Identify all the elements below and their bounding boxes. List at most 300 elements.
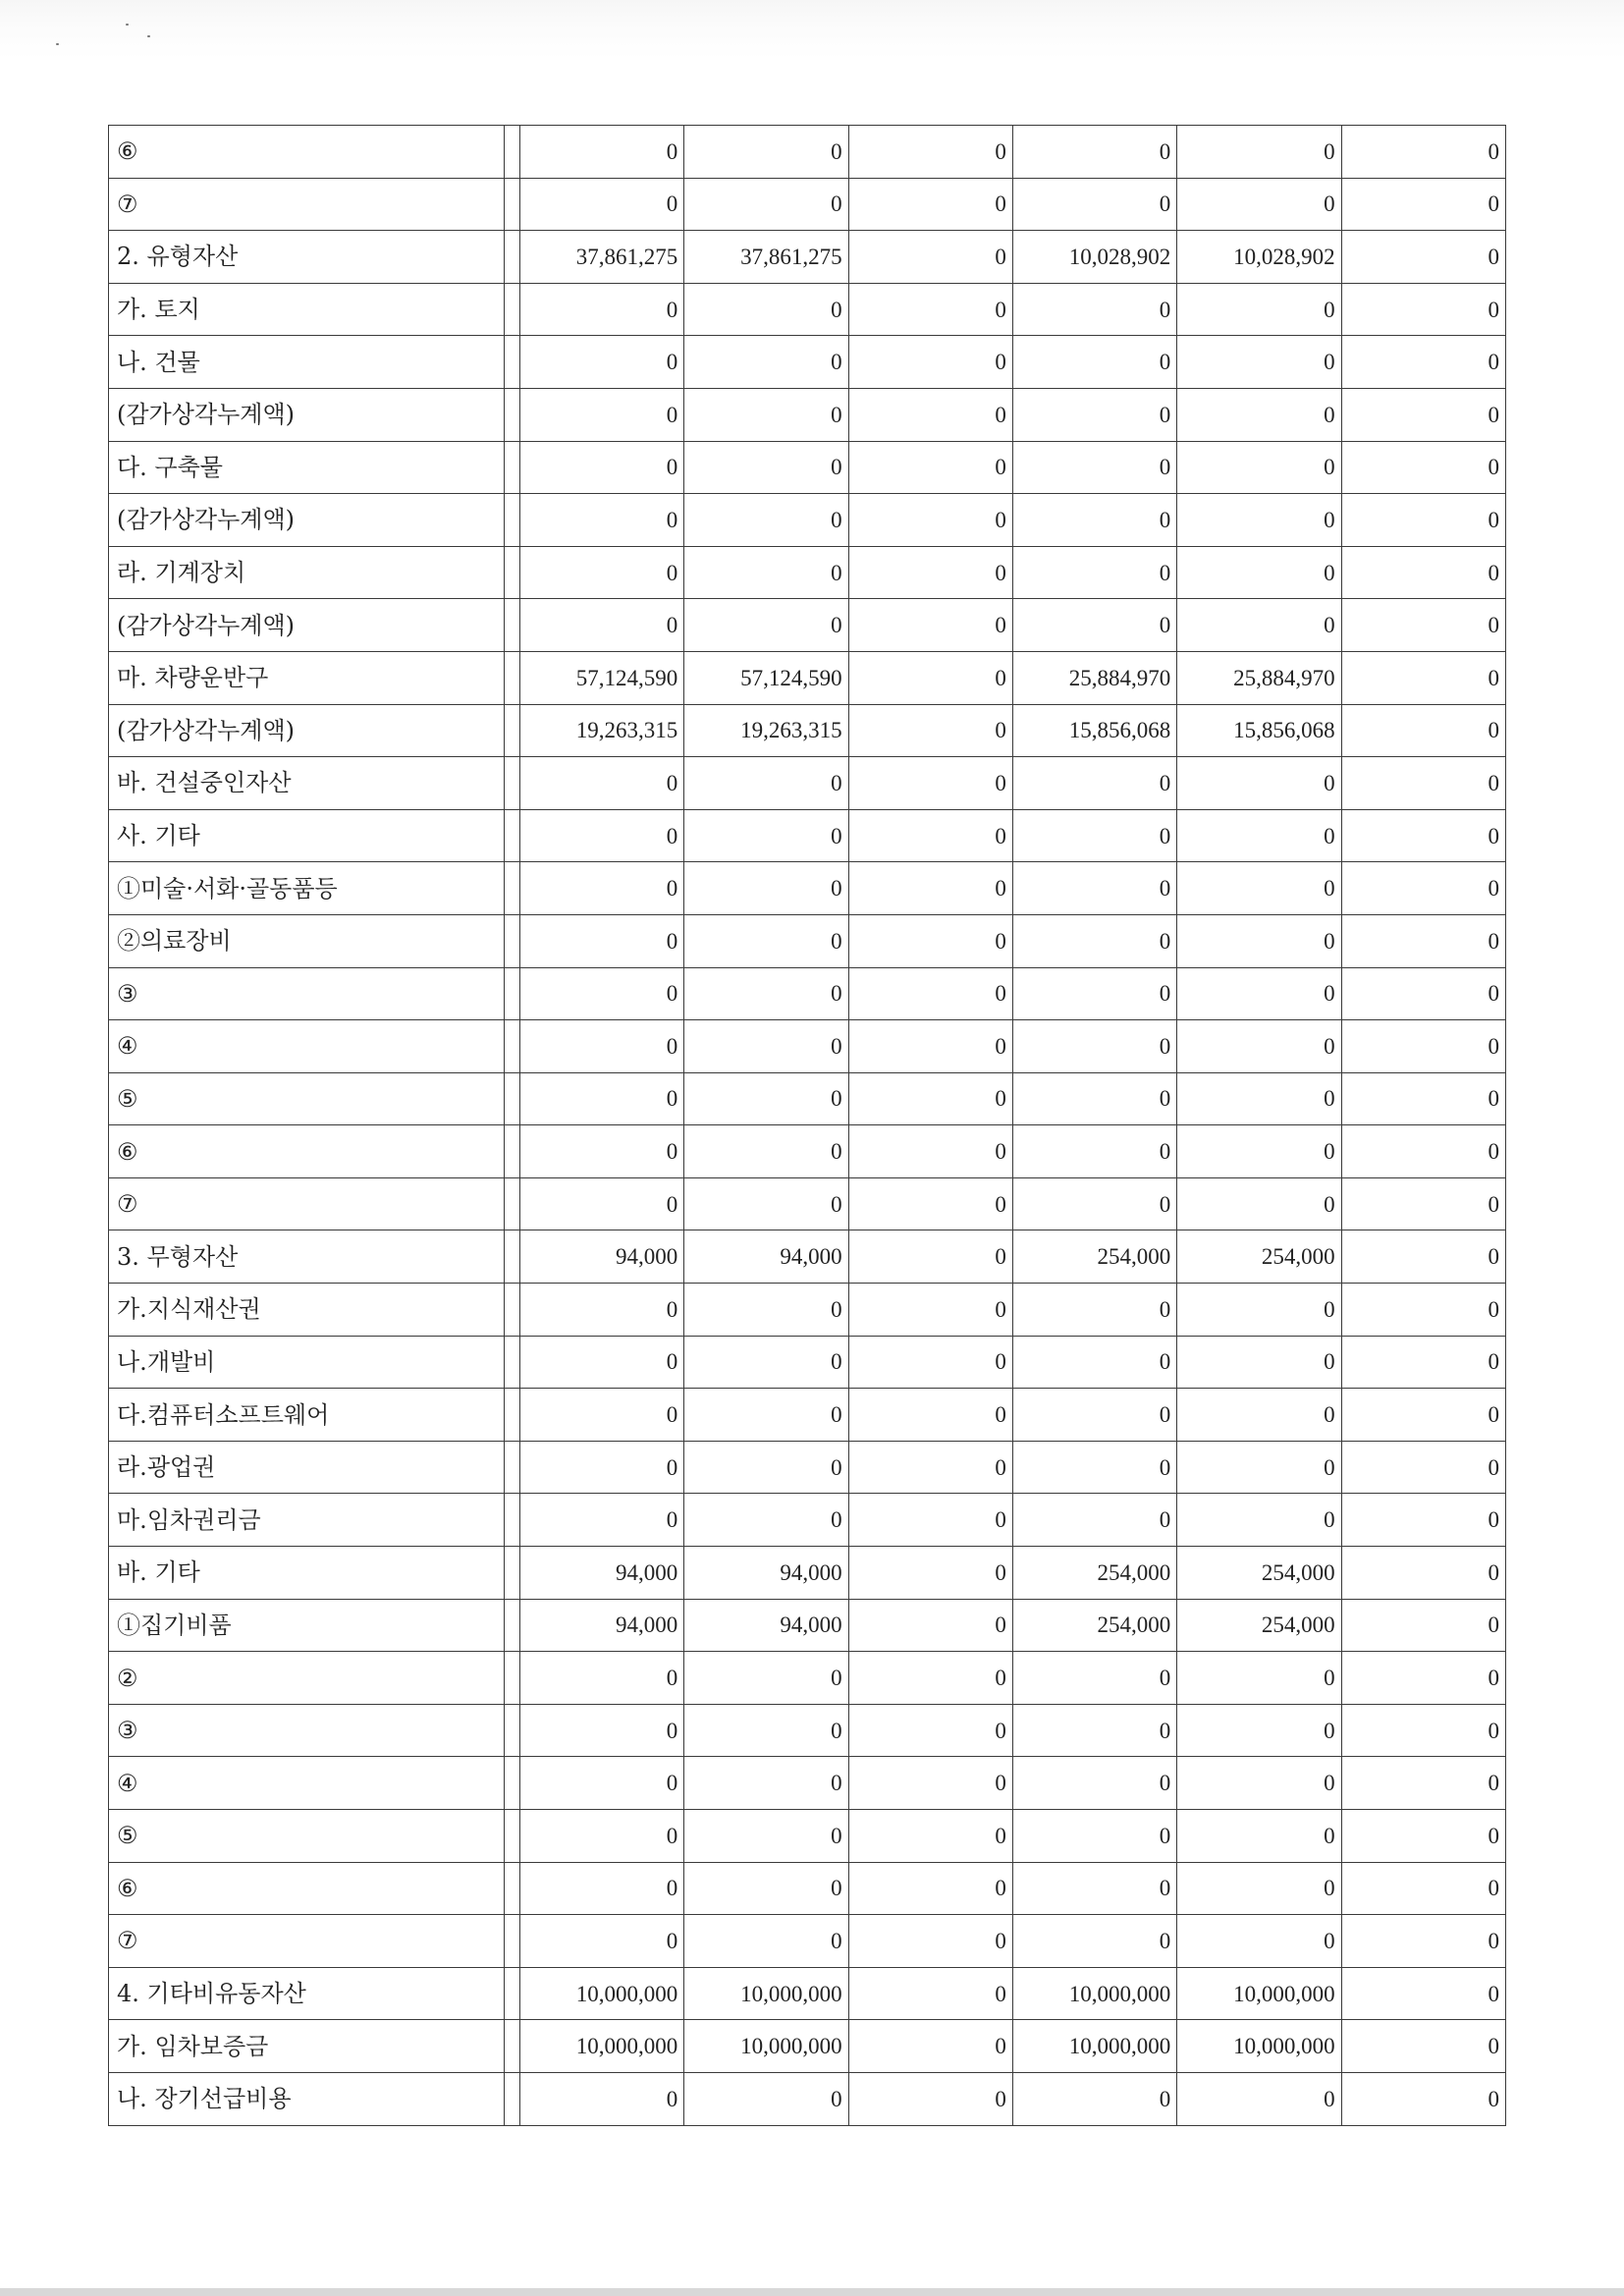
- row-label: ⑥: [109, 1125, 505, 1178]
- row-label: (감가상각누계액): [109, 388, 505, 441]
- ledger-body: [109, 126, 1506, 2126]
- value-cell: 0: [1177, 1441, 1341, 1494]
- value-cell: 0: [1012, 862, 1176, 915]
- value-cell: 0: [1341, 1072, 1505, 1125]
- row-label: 4. 기타비유동자산: [109, 1967, 505, 2020]
- table-row: [109, 1284, 1506, 1337]
- value-cell: 0: [848, 1177, 1012, 1230]
- value-cell: 0: [684, 178, 848, 231]
- row-label: 가.지식재산권: [109, 1284, 505, 1337]
- value-cell: 0: [1177, 862, 1341, 915]
- value-cell: 0: [1341, 809, 1505, 862]
- value-cell: 0: [519, 1177, 683, 1230]
- row-label: ①미술·서화·골동품등: [109, 862, 505, 915]
- table-row: [109, 914, 1506, 967]
- value-cell: 0: [684, 1441, 848, 1494]
- row-label: ③: [109, 967, 505, 1020]
- value-cell: 0: [1177, 967, 1341, 1020]
- row-gap-cell: [504, 1915, 519, 1968]
- value-cell: 0: [684, 1494, 848, 1547]
- value-cell: 0: [519, 388, 683, 441]
- value-cell: 0: [1341, 126, 1505, 179]
- table-row: [109, 283, 1506, 336]
- value-cell: 0: [1341, 704, 1505, 757]
- value-cell: 0: [519, 1336, 683, 1389]
- table-row: [109, 1599, 1506, 1652]
- value-cell: 94,000: [684, 1599, 848, 1652]
- value-cell: 0: [519, 546, 683, 599]
- value-cell: 0: [1012, 1704, 1176, 1757]
- table-row: [109, 1757, 1506, 1810]
- value-cell: 0: [519, 2072, 683, 2125]
- value-cell: 0: [519, 1915, 683, 1968]
- value-cell: 10,000,000: [1012, 1967, 1176, 2020]
- value-cell: 0: [848, 1862, 1012, 1915]
- value-cell: 0: [1012, 1441, 1176, 1494]
- value-cell: 0: [519, 126, 683, 179]
- value-cell: 254,000: [1012, 1599, 1176, 1652]
- row-gap-cell: [504, 1072, 519, 1125]
- table-row: [109, 2020, 1506, 2073]
- value-cell: 0: [1012, 1652, 1176, 1705]
- row-gap-cell: [504, 388, 519, 441]
- table-row: [109, 2072, 1506, 2125]
- value-cell: 10,028,902: [1012, 231, 1176, 284]
- table-row: [109, 178, 1506, 231]
- value-cell: 0: [1341, 1125, 1505, 1178]
- row-gap-cell: [504, 1284, 519, 1337]
- value-cell: 0: [848, 1810, 1012, 1863]
- value-cell: 0: [1012, 441, 1176, 494]
- value-cell: 0: [848, 757, 1012, 810]
- value-cell: 0: [1177, 1125, 1341, 1178]
- value-cell: 37,861,275: [519, 231, 683, 284]
- value-cell: 0: [1341, 1704, 1505, 1757]
- table-row: [109, 599, 1506, 652]
- value-cell: 0: [1012, 599, 1176, 652]
- value-cell: 0: [1341, 1599, 1505, 1652]
- value-cell: 0: [1177, 2072, 1341, 2125]
- value-cell: 0: [1012, 1284, 1176, 1337]
- value-cell: 0: [1012, 546, 1176, 599]
- value-cell: 0: [1177, 494, 1341, 547]
- value-cell: 0: [1177, 757, 1341, 810]
- table-row: [109, 1810, 1506, 1863]
- table-row: [109, 1177, 1506, 1230]
- row-label: 마. 차량운반구: [109, 651, 505, 704]
- value-cell: 0: [1341, 1757, 1505, 1810]
- table-row: [109, 1967, 1506, 2020]
- row-label: ⑦: [109, 1177, 505, 1230]
- value-cell: 94,000: [519, 1599, 683, 1652]
- row-gap-cell: [504, 441, 519, 494]
- value-cell: 0: [1341, 1967, 1505, 2020]
- value-cell: 0: [1341, 967, 1505, 1020]
- value-cell: 0: [1177, 1336, 1341, 1389]
- scan-speck: [56, 43, 59, 45]
- row-label: 가. 임차보증금: [109, 2020, 505, 2073]
- value-cell: 0: [1177, 599, 1341, 652]
- row-gap-cell: [504, 494, 519, 547]
- value-cell: 15,856,068: [1177, 704, 1341, 757]
- value-cell: 0: [1012, 1915, 1176, 1968]
- value-cell: 0: [1341, 441, 1505, 494]
- row-gap-cell: [504, 1125, 519, 1178]
- row-label: ⑤: [109, 1072, 505, 1125]
- value-cell: 0: [1012, 283, 1176, 336]
- row-label: ①집기비품: [109, 1599, 505, 1652]
- value-cell: 0: [848, 1915, 1012, 1968]
- value-cell: 0: [848, 1704, 1012, 1757]
- table-row: [109, 494, 1506, 547]
- value-cell: 10,028,902: [1177, 231, 1341, 284]
- value-cell: 0: [848, 1125, 1012, 1178]
- value-cell: 0: [848, 2020, 1012, 2073]
- row-label: 바. 건설중인자산: [109, 757, 505, 810]
- value-cell: 0: [519, 283, 683, 336]
- value-cell: 0: [848, 1441, 1012, 1494]
- value-cell: 0: [848, 809, 1012, 862]
- value-cell: 0: [519, 1652, 683, 1705]
- table-row: [109, 1915, 1506, 1968]
- value-cell: 0: [1012, 1177, 1176, 1230]
- value-cell: 0: [1012, 809, 1176, 862]
- value-cell: 0: [519, 1810, 683, 1863]
- row-gap-cell: [504, 1547, 519, 1600]
- table-row: [109, 1336, 1506, 1389]
- value-cell: 0: [1177, 1652, 1341, 1705]
- value-cell: 0: [848, 283, 1012, 336]
- row-label: (감가상각누계액): [109, 704, 505, 757]
- value-cell: 0: [1177, 546, 1341, 599]
- value-cell: 0: [1012, 1389, 1176, 1442]
- row-label: 3. 무형자산: [109, 1230, 505, 1284]
- row-label: ⑤: [109, 1810, 505, 1863]
- value-cell: 0: [1012, 1862, 1176, 1915]
- table-row: [109, 809, 1506, 862]
- value-cell: 57,124,590: [519, 651, 683, 704]
- value-cell: 0: [848, 1599, 1012, 1652]
- row-gap-cell: [504, 1757, 519, 1810]
- row-gap-cell: [504, 178, 519, 231]
- value-cell: 0: [684, 388, 848, 441]
- value-cell: 0: [1341, 388, 1505, 441]
- value-cell: 0: [1341, 862, 1505, 915]
- value-cell: 0: [684, 1704, 848, 1757]
- value-cell: 0: [684, 1020, 848, 1073]
- value-cell: 94,000: [684, 1547, 848, 1600]
- row-gap-cell: [504, 283, 519, 336]
- row-label: 나. 장기선급비용: [109, 2072, 505, 2125]
- row-label: (감가상각누계액): [109, 599, 505, 652]
- row-gap-cell: [504, 1862, 519, 1915]
- row-label: 라. 기계장치: [109, 546, 505, 599]
- value-cell: 0: [1341, 1441, 1505, 1494]
- table-row: [109, 1704, 1506, 1757]
- value-cell: 0: [1012, 1125, 1176, 1178]
- row-gap-cell: [504, 1652, 519, 1705]
- value-cell: 0: [1012, 1810, 1176, 1863]
- value-cell: 0: [1177, 388, 1341, 441]
- value-cell: 0: [519, 1284, 683, 1337]
- value-cell: 0: [848, 1230, 1012, 1284]
- value-cell: 0: [519, 862, 683, 915]
- row-gap-cell: [504, 1599, 519, 1652]
- value-cell: 0: [1012, 1336, 1176, 1389]
- row-label: ⑦: [109, 1915, 505, 1968]
- value-cell: 0: [684, 862, 848, 915]
- value-cell: 0: [848, 1020, 1012, 1073]
- value-cell: 94,000: [684, 1230, 848, 1284]
- value-cell: 0: [1341, 1020, 1505, 1073]
- value-cell: 0: [684, 1389, 848, 1442]
- value-cell: 0: [684, 809, 848, 862]
- value-cell: 0: [519, 1441, 683, 1494]
- value-cell: 0: [848, 1494, 1012, 1547]
- value-cell: 0: [1341, 914, 1505, 967]
- value-cell: 0: [1012, 2072, 1176, 2125]
- value-cell: 0: [848, 1652, 1012, 1705]
- value-cell: 0: [848, 1757, 1012, 1810]
- asset-ledger-table: [108, 125, 1506, 2126]
- row-gap-cell: [504, 704, 519, 757]
- value-cell: 0: [1177, 336, 1341, 389]
- row-gap-cell: [504, 1967, 519, 2020]
- value-cell: 0: [684, 1336, 848, 1389]
- value-cell: 0: [684, 599, 848, 652]
- value-cell: 254,000: [1177, 1547, 1341, 1600]
- row-label: 바. 기타: [109, 1547, 505, 1600]
- table-row: [109, 388, 1506, 441]
- value-cell: 0: [1177, 1494, 1341, 1547]
- table-row: [109, 1494, 1506, 1547]
- value-cell: 15,856,068: [1012, 704, 1176, 757]
- value-cell: 0: [684, 1862, 848, 1915]
- value-cell: 0: [848, 599, 1012, 652]
- value-cell: 0: [1341, 1547, 1505, 1600]
- table-row: [109, 126, 1506, 179]
- value-cell: 0: [519, 914, 683, 967]
- value-cell: 0: [684, 441, 848, 494]
- value-cell: 0: [1177, 1915, 1341, 1968]
- table-row: [109, 1862, 1506, 1915]
- value-cell: 0: [1341, 283, 1505, 336]
- value-cell: 0: [1177, 809, 1341, 862]
- value-cell: 25,884,970: [1177, 651, 1341, 704]
- row-gap-cell: [504, 126, 519, 179]
- value-cell: 0: [848, 862, 1012, 915]
- row-gap-cell: [504, 2020, 519, 2073]
- value-cell: 0: [684, 967, 848, 1020]
- value-cell: 0: [519, 1494, 683, 1547]
- value-cell: 0: [684, 126, 848, 179]
- row-gap-cell: [504, 809, 519, 862]
- scan-speck: [126, 24, 129, 26]
- row-gap-cell: [504, 1704, 519, 1757]
- scan-speck: [147, 35, 150, 37]
- value-cell: 0: [1341, 494, 1505, 547]
- row-gap-cell: [504, 1336, 519, 1389]
- value-cell: 0: [1012, 967, 1176, 1020]
- value-cell: 254,000: [1177, 1599, 1341, 1652]
- value-cell: 0: [1177, 1704, 1341, 1757]
- row-gap-cell: [504, 757, 519, 810]
- value-cell: 0: [848, 2072, 1012, 2125]
- value-cell: 0: [1177, 126, 1341, 179]
- value-cell: 0: [1012, 1494, 1176, 1547]
- value-cell: 0: [519, 1072, 683, 1125]
- value-cell: 0: [1341, 546, 1505, 599]
- table-row: [109, 1230, 1506, 1284]
- value-cell: 0: [684, 1177, 848, 1230]
- value-cell: 0: [1341, 599, 1505, 652]
- value-cell: 0: [684, 546, 848, 599]
- row-label: 사. 기타: [109, 809, 505, 862]
- value-cell: 0: [684, 1652, 848, 1705]
- value-cell: 0: [1341, 2020, 1505, 2073]
- value-cell: 0: [1012, 1020, 1176, 1073]
- value-cell: 0: [519, 1757, 683, 1810]
- row-label: ②: [109, 1652, 505, 1705]
- table-row: [109, 704, 1506, 757]
- value-cell: 0: [684, 914, 848, 967]
- value-cell: 94,000: [519, 1230, 683, 1284]
- row-label: 나. 건물: [109, 336, 505, 389]
- value-cell: 0: [1012, 336, 1176, 389]
- value-cell: 0: [1177, 914, 1341, 967]
- row-gap-cell: [504, 1389, 519, 1442]
- value-cell: 0: [848, 967, 1012, 1020]
- row-gap-cell: [504, 2072, 519, 2125]
- value-cell: 0: [848, 494, 1012, 547]
- value-cell: 0: [684, 283, 848, 336]
- value-cell: 0: [1177, 283, 1341, 336]
- row-label: (감가상각누계액): [109, 494, 505, 547]
- value-cell: 0: [1177, 1072, 1341, 1125]
- value-cell: 0: [684, 494, 848, 547]
- scan-shadow-top: [0, 0, 1624, 59]
- table-row: [109, 651, 1506, 704]
- value-cell: 0: [848, 546, 1012, 599]
- row-label: 나.개발비: [109, 1336, 505, 1389]
- value-cell: 0: [1012, 178, 1176, 231]
- scan-shadow-bottom: [0, 2288, 1624, 2296]
- value-cell: 0: [684, 1757, 848, 1810]
- value-cell: 0: [1341, 1494, 1505, 1547]
- value-cell: 0: [519, 967, 683, 1020]
- row-gap-cell: [504, 1020, 519, 1073]
- row-gap-cell: [504, 914, 519, 967]
- row-gap-cell: [504, 546, 519, 599]
- value-cell: 0: [519, 1389, 683, 1442]
- value-cell: 0: [848, 914, 1012, 967]
- table-row: [109, 1389, 1506, 1442]
- value-cell: 0: [684, 1915, 848, 1968]
- value-cell: 0: [1177, 1020, 1341, 1073]
- value-cell: 0: [519, 757, 683, 810]
- row-gap-cell: [504, 599, 519, 652]
- value-cell: 0: [1177, 178, 1341, 231]
- value-cell: 0: [684, 1284, 848, 1337]
- value-cell: 0: [848, 704, 1012, 757]
- value-cell: 0: [848, 336, 1012, 389]
- value-cell: 0: [848, 1967, 1012, 2020]
- value-cell: 0: [848, 1336, 1012, 1389]
- value-cell: 94,000: [519, 1547, 683, 1600]
- value-cell: 0: [1177, 1757, 1341, 1810]
- value-cell: 0: [1012, 1072, 1176, 1125]
- value-cell: 0: [519, 336, 683, 389]
- value-cell: 0: [848, 231, 1012, 284]
- value-cell: 0: [848, 651, 1012, 704]
- value-cell: 0: [1012, 126, 1176, 179]
- value-cell: 0: [1012, 388, 1176, 441]
- value-cell: 10,000,000: [1177, 2020, 1341, 2073]
- value-cell: 254,000: [1177, 1230, 1341, 1284]
- value-cell: 10,000,000: [519, 1967, 683, 2020]
- value-cell: 0: [1341, 1284, 1505, 1337]
- value-cell: 0: [519, 599, 683, 652]
- value-cell: 0: [1341, 757, 1505, 810]
- row-gap-cell: [504, 1810, 519, 1863]
- table-row: [109, 1547, 1506, 1600]
- value-cell: 0: [1341, 1177, 1505, 1230]
- row-gap-cell: [504, 1441, 519, 1494]
- value-cell: 10,000,000: [519, 2020, 683, 2073]
- value-cell: 0: [848, 441, 1012, 494]
- row-gap-cell: [504, 1230, 519, 1284]
- row-gap-cell: [504, 967, 519, 1020]
- value-cell: 0: [1177, 1862, 1341, 1915]
- value-cell: 0: [519, 1020, 683, 1073]
- table-row: [109, 1072, 1506, 1125]
- value-cell: 254,000: [1012, 1547, 1176, 1600]
- row-gap-cell: [504, 336, 519, 389]
- value-cell: 0: [519, 809, 683, 862]
- value-cell: 57,124,590: [684, 651, 848, 704]
- value-cell: 0: [684, 1072, 848, 1125]
- row-label: ④: [109, 1757, 505, 1810]
- value-cell: 0: [1341, 1336, 1505, 1389]
- row-label: 2. 유형자산: [109, 231, 505, 284]
- table-row: [109, 231, 1506, 284]
- value-cell: 0: [1177, 1284, 1341, 1337]
- row-gap-cell: [504, 231, 519, 284]
- value-cell: 0: [1341, 231, 1505, 284]
- value-cell: 0: [1341, 1652, 1505, 1705]
- table-row: [109, 546, 1506, 599]
- value-cell: 0: [684, 1810, 848, 1863]
- table-row: [109, 1441, 1506, 1494]
- value-cell: 0: [1012, 914, 1176, 967]
- value-cell: 0: [848, 178, 1012, 231]
- value-cell: 0: [519, 1704, 683, 1757]
- value-cell: 0: [519, 1125, 683, 1178]
- value-cell: 0: [519, 441, 683, 494]
- value-cell: 0: [1341, 1230, 1505, 1284]
- row-label: 마.임차권리금: [109, 1494, 505, 1547]
- value-cell: 0: [1012, 757, 1176, 810]
- value-cell: 0: [1341, 336, 1505, 389]
- value-cell: 0: [519, 178, 683, 231]
- table-row: [109, 1652, 1506, 1705]
- row-label: ③: [109, 1704, 505, 1757]
- value-cell: 25,884,970: [1012, 651, 1176, 704]
- value-cell: 0: [684, 336, 848, 389]
- value-cell: 19,263,315: [519, 704, 683, 757]
- table-row: [109, 862, 1506, 915]
- table-row: [109, 757, 1506, 810]
